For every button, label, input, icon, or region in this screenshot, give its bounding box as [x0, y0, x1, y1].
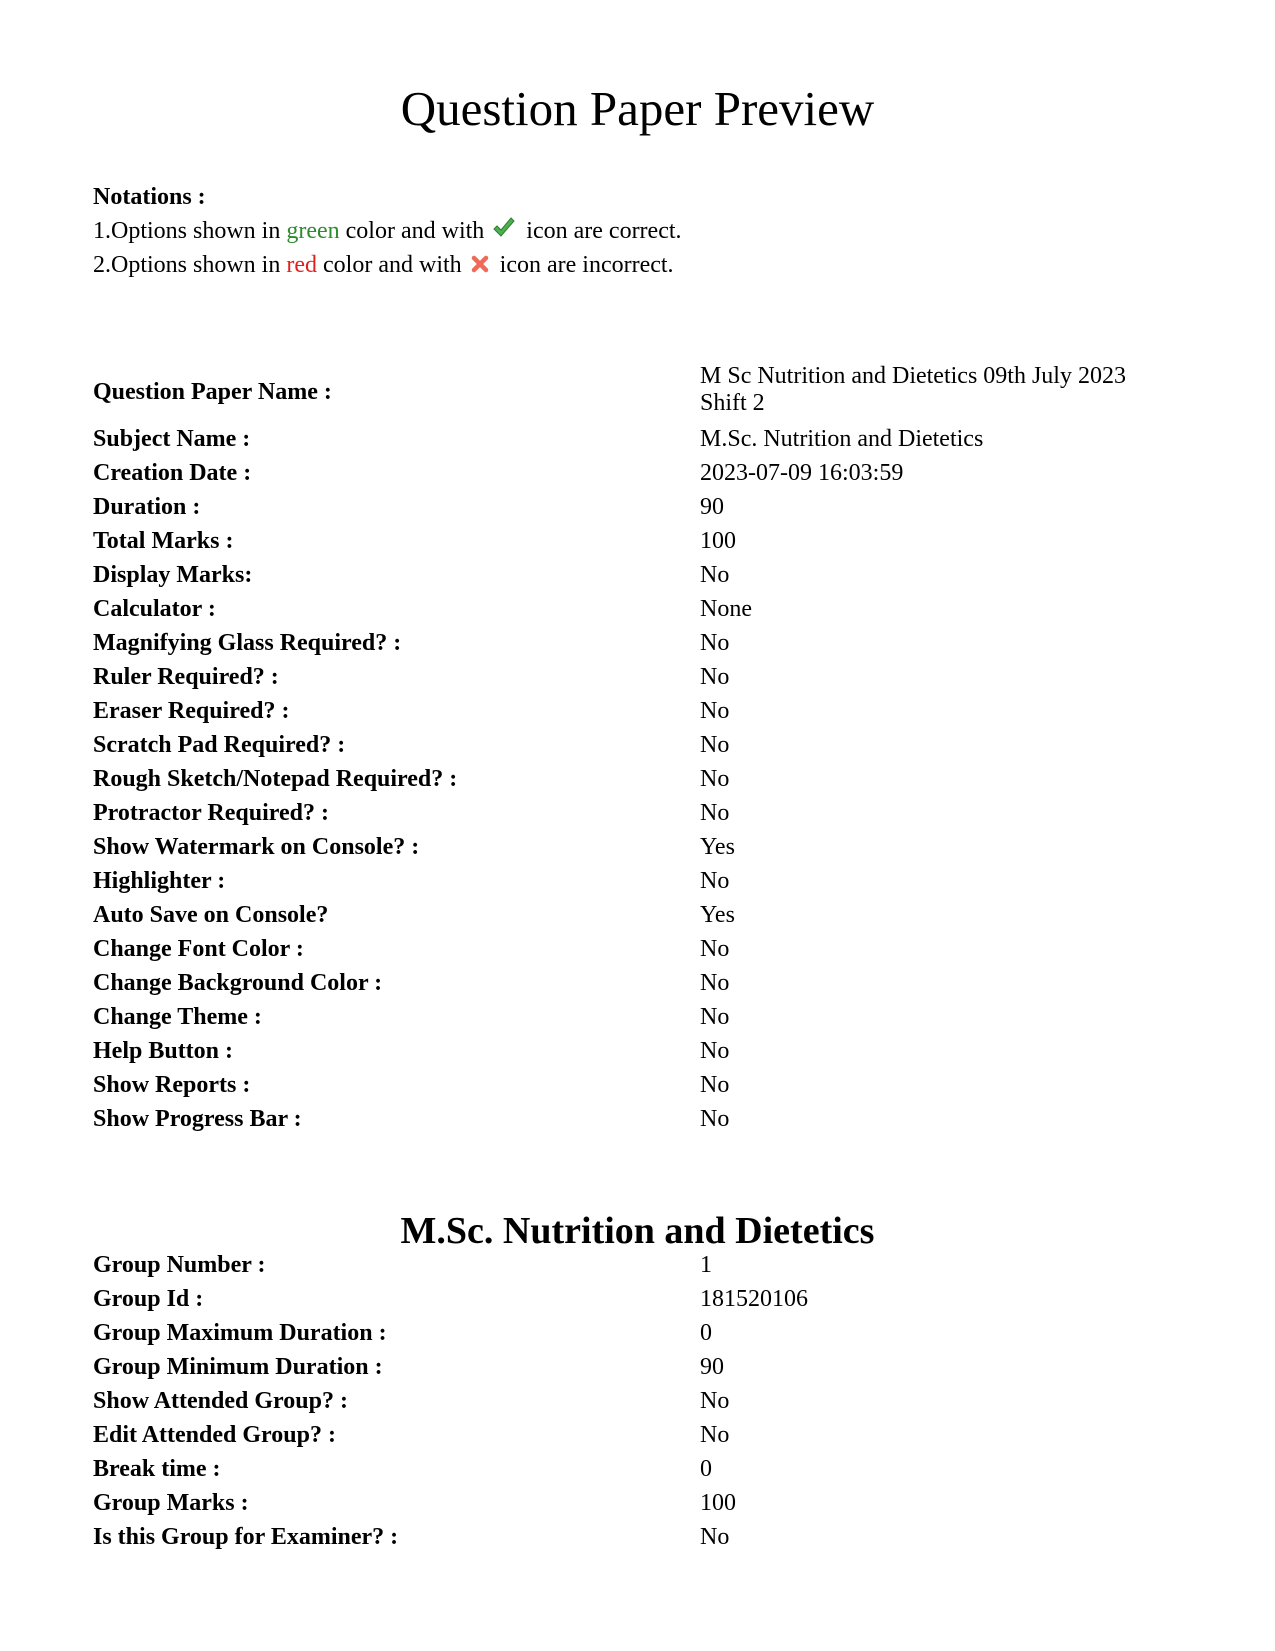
detail-row — [93, 694, 1193, 728]
group-row — [93, 1384, 1193, 1418]
detail-value: No — [700, 664, 730, 690]
group-row — [93, 1282, 1193, 1316]
detail-row — [93, 490, 1193, 524]
group-details-table — [93, 1248, 1193, 1554]
group-value: 90 — [700, 1354, 724, 1380]
detail-row — [93, 558, 1193, 592]
notations-heading: Notations : — [93, 184, 206, 210]
detail-value: No — [700, 1072, 730, 1098]
group-label: Show Attended Group? : — [93, 1388, 348, 1414]
detail-label: Duration : — [93, 494, 201, 520]
detail-row — [93, 796, 1193, 830]
detail-value: No — [700, 766, 730, 792]
detail-row — [93, 932, 1193, 966]
detail-label: Creation Date : — [93, 460, 252, 486]
check-icon — [492, 215, 516, 249]
detail-row — [93, 728, 1193, 762]
detail-value: None — [700, 596, 752, 622]
group-label: Break time : — [93, 1456, 221, 1482]
detail-row — [93, 524, 1193, 558]
group-value: No — [700, 1524, 730, 1550]
group-row — [93, 1418, 1193, 1452]
notation-text: color and with — [339, 218, 491, 244]
group-value: 0 — [700, 1320, 712, 1346]
notations-block — [93, 180, 682, 282]
detail-value: No — [700, 1038, 730, 1064]
detail-label: Change Font Color : — [93, 936, 304, 962]
notation-text: icon are incorrect. — [493, 252, 674, 278]
detail-label: Change Theme : — [93, 1004, 262, 1030]
detail-row — [93, 592, 1193, 626]
detail-row — [93, 1034, 1193, 1068]
group-label: Group Number : — [93, 1252, 266, 1278]
detail-label: Help Button : — [93, 1038, 234, 1064]
detail-label: Total Marks : — [93, 528, 234, 554]
notation-correct — [93, 214, 682, 248]
detail-label: Show Watermark on Console? : — [93, 834, 420, 860]
detail-value: No — [700, 732, 730, 758]
detail-value: M Sc Nutrition and Dietetics 09th July 2023 Shift 2 — [700, 363, 1126, 416]
notation-text: 2.Options shown in — [93, 252, 287, 278]
detail-row — [93, 864, 1193, 898]
detail-value: No — [700, 800, 730, 826]
detail-row — [93, 660, 1193, 694]
green-word: green — [286, 218, 340, 244]
section-title: M.Sc. Nutrition and Dietetics — [400, 1210, 875, 1252]
detail-value: No — [700, 868, 730, 894]
detail-value: No — [700, 562, 730, 588]
detail-row — [93, 626, 1193, 660]
detail-row — [93, 1068, 1193, 1102]
detail-label: Show Progress Bar : — [93, 1106, 302, 1132]
group-row — [93, 1520, 1193, 1554]
detail-label: Question Paper Name : — [93, 379, 332, 405]
detail-row — [93, 898, 1193, 932]
detail-value: 100 — [700, 528, 736, 554]
detail-row — [93, 1000, 1193, 1034]
detail-row — [93, 966, 1193, 1000]
detail-value: M.Sc. Nutrition and Dietetics — [700, 426, 984, 452]
detail-row — [93, 830, 1193, 864]
detail-label: Rough Sketch/Notepad Required? : — [93, 766, 458, 792]
detail-value: Yes — [700, 902, 735, 928]
group-row — [93, 1316, 1193, 1350]
detail-label: Auto Save on Console? — [93, 902, 329, 928]
group-value: 100 — [700, 1490, 736, 1516]
detail-label: Change Background Color : — [93, 970, 383, 996]
group-label: Group Id : — [93, 1286, 204, 1312]
detail-value: No — [700, 1004, 730, 1030]
detail-label: Protractor Required? : — [93, 800, 329, 826]
detail-label: Calculator : — [93, 596, 216, 622]
notation-incorrect — [93, 248, 682, 282]
group-value: 181520106 — [700, 1286, 808, 1312]
detail-label: Show Reports : — [93, 1072, 251, 1098]
group-label: Group Maximum Duration : — [93, 1320, 387, 1346]
detail-value: No — [700, 936, 730, 962]
detail-value: 2023-07-09 16:03:59 — [700, 460, 904, 486]
detail-row — [93, 1102, 1193, 1136]
detail-label: Magnifying Glass Required? : — [93, 630, 402, 656]
detail-label: Scratch Pad Required? : — [93, 732, 346, 758]
group-value: No — [700, 1388, 730, 1414]
page-title: Question Paper Preview — [400, 81, 875, 136]
detail-label: Highlighter : — [93, 868, 226, 894]
detail-row — [93, 422, 1193, 456]
detail-label: Ruler Required? : — [93, 664, 279, 690]
detail-value: 90 — [700, 494, 724, 520]
group-value: 0 — [700, 1456, 712, 1482]
group-row — [93, 1452, 1193, 1486]
detail-row — [93, 762, 1193, 796]
detail-label: Display Marks: — [93, 562, 253, 588]
group-value: 1 — [700, 1252, 712, 1278]
detail-value: Yes — [700, 834, 735, 860]
group-label: Group Marks : — [93, 1490, 249, 1516]
group-label: Edit Attended Group? : — [93, 1422, 336, 1448]
paper-details-table — [93, 362, 1193, 1136]
detail-value: No — [700, 698, 730, 724]
group-row — [93, 1248, 1193, 1282]
detail-label: Eraser Required? : — [93, 698, 290, 724]
notation-text: icon are correct. — [520, 218, 682, 244]
detail-value: No — [700, 1106, 730, 1132]
group-value: No — [700, 1422, 730, 1448]
notation-text: 1.Options shown in — [93, 218, 287, 244]
detail-row — [93, 456, 1193, 490]
group-label: Group Minimum Duration : — [93, 1354, 383, 1380]
group-label: Is this Group for Examiner? : — [93, 1524, 399, 1550]
red-word: red — [286, 252, 318, 278]
detail-value: No — [700, 970, 730, 996]
detail-label: Subject Name : — [93, 426, 251, 452]
notation-text: color and with — [317, 252, 468, 278]
group-row — [93, 1486, 1193, 1520]
detail-row — [93, 362, 1193, 422]
group-row — [93, 1350, 1193, 1384]
cross-icon — [470, 249, 490, 283]
detail-value: No — [700, 630, 730, 656]
